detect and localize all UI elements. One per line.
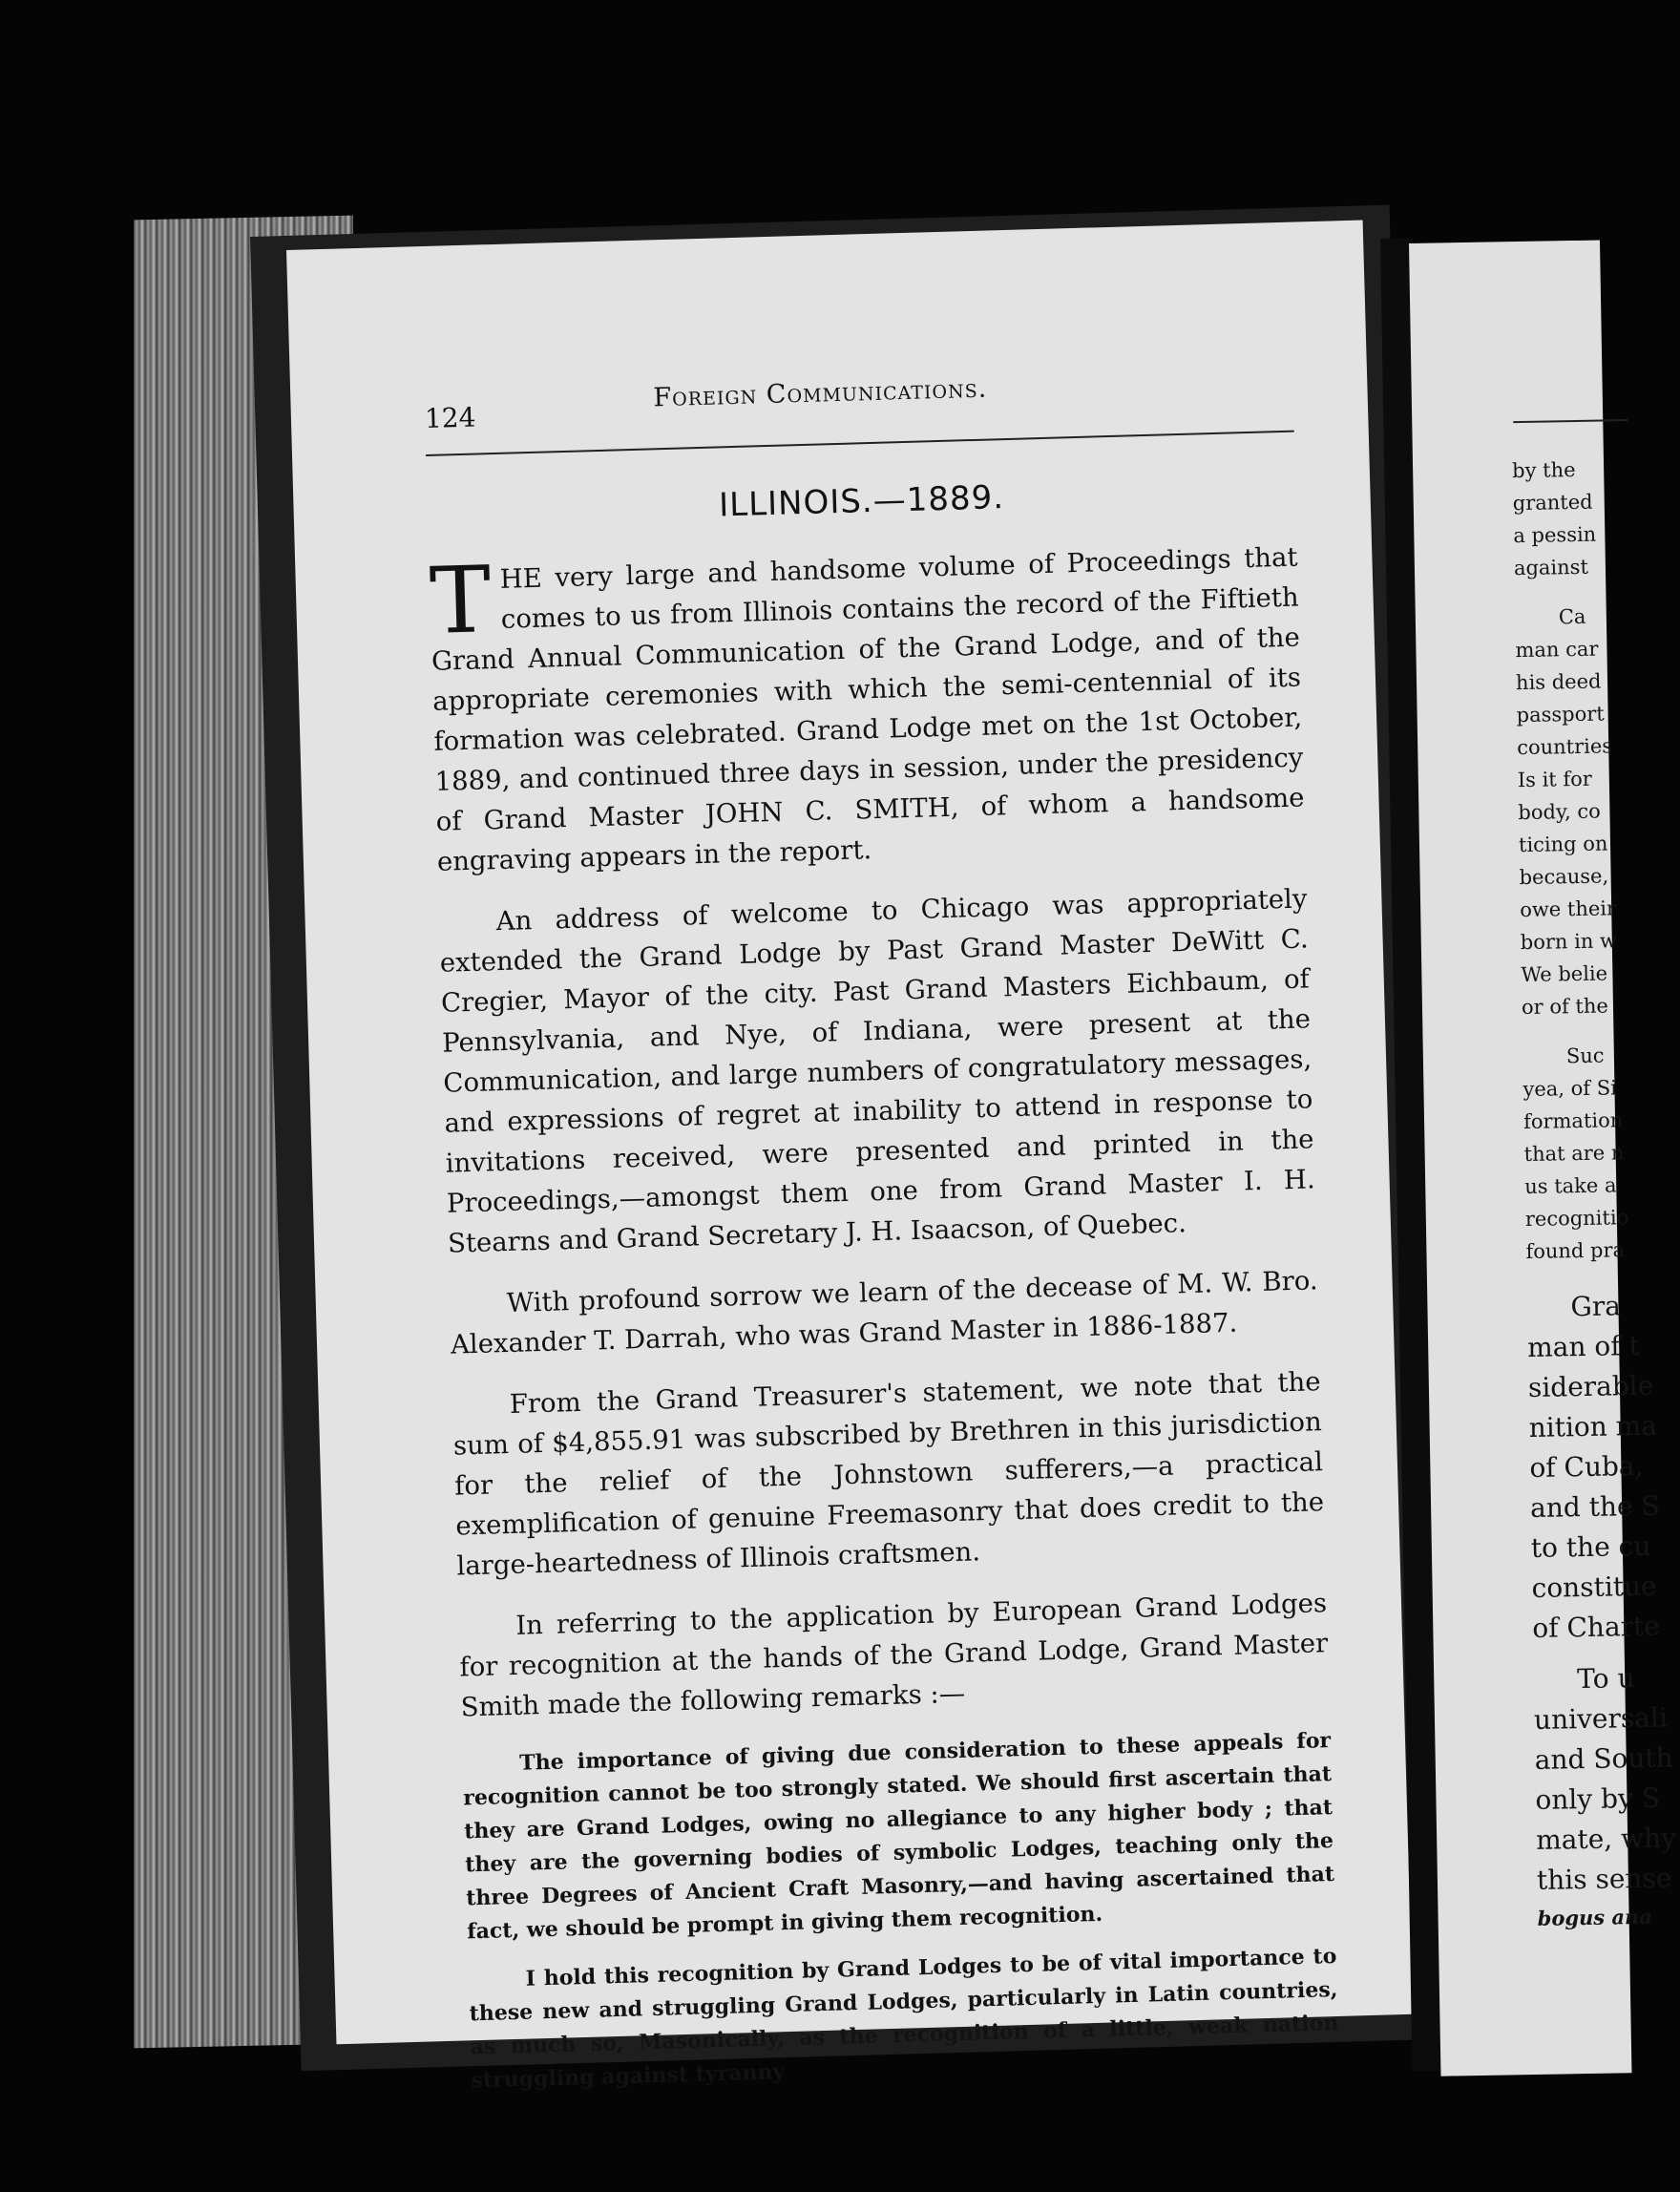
facing-page-line: found pra bbox=[1525, 1238, 1626, 1264]
facing-page-line: We belie bbox=[1521, 961, 1608, 987]
facing-page-line: only by S bbox=[1535, 1781, 1661, 1816]
facing-page-line: a pessin bbox=[1513, 522, 1597, 548]
paragraph-3: With profound sorrow we learn of the decease of M. W. Bro. Alexander T. Darrah, who was Grand Master in 1886-1887. bbox=[450, 1265, 1319, 1360]
facing-page-line: yea, of Si bbox=[1522, 1076, 1618, 1102]
facing-page-line: and South bbox=[1534, 1741, 1673, 1776]
facing-page-line: recognitio bbox=[1524, 1206, 1629, 1232]
quote-2: I hold this recognition by Grand Lodges to be of vital importance to these new and struggling Grand Lodges, particularly in Latin countries, as much so, Masonically, as the recognition of a little, weak nation struggling against tyranny bbox=[469, 1943, 1339, 2094]
paragraph-2: An address of welcome to Chicago was appropriately extended the Grand Lodge by Past Grand Master DeWitt C. Cregier, Mayor of the city. Past Grand Masters Eichbaum, of Pennsylvania, and Nye, of Indiana, were present at the Communication, and large numbers of congratulatory messages, and expressions of regret at inability to attend in response to invitations received, were presented and printed in the Proceedings,—amongst them one from Grand Master I. H. Stearns and Grand Secretary J. H. Isaacson, of Quebec. bbox=[439, 883, 1316, 1259]
facing-page-line: by the bbox=[1511, 457, 1576, 483]
facing-page-line: passport bbox=[1516, 702, 1605, 727]
facing-page-line: this sense bbox=[1536, 1862, 1672, 1896]
facing-page-line: formation bbox=[1522, 1108, 1624, 1134]
facing-page-line: his deed bbox=[1515, 669, 1602, 695]
facing-page-line: or of the bbox=[1521, 994, 1609, 1020]
facing-page-line: body, co bbox=[1518, 799, 1601, 825]
facing-page-line: of Charte bbox=[1532, 1610, 1661, 1644]
facing-page-line: universali bbox=[1533, 1701, 1669, 1736]
facing-page-fragment bbox=[1409, 241, 1677, 2076]
facing-page-line: To u bbox=[1576, 1662, 1635, 1696]
facing-page-line: mate, why bbox=[1535, 1822, 1677, 1856]
facing-page-line: and the S bbox=[1529, 1489, 1660, 1524]
paragraph-1: THE very large and handsome volume of Proceedings that comes to us from Illinois contains the record of the Fiftieth Grand Annual Communication of the Grand Lodge, and of the appropriate ceremonies with which the semi-centennial of its formation was celebrated. Grand Lodge met on the 1st October, 1889, and continued three days in session, under the presidency of Grand Master JOHN C. SMITH, of whom a handsome engraving appears in the report. bbox=[428, 541, 1305, 877]
facing-page-line: Ca bbox=[1558, 604, 1586, 629]
facing-page-line: granted bbox=[1512, 490, 1593, 516]
quote-1: The importance of giving due consideration to these appeals for recognition cannot be too strongly stated. We should first ascertain that they are Grand Lodges, owing no allegiance to any higher body ; that they are the governing bodies of symbolic Lodges, teaching only the three Degrees of Ancient Craft Masonry,—and having ascertained that fact, we should be prompt in giving them recognition. bbox=[462, 1728, 1335, 1945]
facing-page-line: born in w bbox=[1520, 929, 1618, 955]
facing-page-line: man of t bbox=[1526, 1329, 1641, 1364]
facing-page-line: to the cu bbox=[1530, 1529, 1651, 1564]
facing-page-line: of Cuba, bbox=[1529, 1449, 1644, 1484]
facing-page-line: because, bbox=[1519, 864, 1609, 890]
paragraph-5: In referring to the application by European Grand Lodges for recognition at the hands of the Grand Lodge, Grand Master Smith made the following remarks :— bbox=[459, 1588, 1329, 1723]
left-page bbox=[286, 221, 1413, 2094]
facing-page-line: countries bbox=[1517, 734, 1613, 760]
facing-page-line: us take a bbox=[1524, 1173, 1617, 1199]
page-number: 124 bbox=[424, 401, 476, 435]
facing-page-line: Is it for bbox=[1517, 767, 1593, 792]
facing-page-line: owe their bbox=[1519, 896, 1617, 922]
facing-page-line: man car bbox=[1515, 637, 1599, 663]
facing-page-line: siderable bbox=[1527, 1369, 1654, 1403]
facing-page-line: Suc bbox=[1565, 1043, 1605, 1068]
facing-page-last-line: bogus ana bbox=[1537, 1904, 1653, 1930]
section-title: ILLINOIS.—1889. bbox=[718, 478, 1005, 525]
facing-page-line: nition ma bbox=[1528, 1409, 1658, 1444]
page-content bbox=[424, 366, 1340, 2114]
paragraph-4: From the Grand Treasurer's statement, we note that the sum of $4,855.91 was subscribed by Brethren in this jurisdiction for the relief of the Johnstown sufferers,—a practical exemplification of genuine Freemasonry that does credit to the large-heartedness of Illinois craftsmen. bbox=[452, 1366, 1325, 1582]
drop-cap: T bbox=[428, 546, 493, 655]
facing-page-line: against bbox=[1513, 555, 1589, 580]
running-head: Foreign Communications. bbox=[653, 373, 988, 413]
facing-page-line: constitue bbox=[1531, 1570, 1657, 1604]
facing-page-line: Gra bbox=[1570, 1290, 1622, 1323]
facing-page-line: ticing on bbox=[1518, 832, 1608, 857]
facing-page-rule bbox=[1513, 419, 1628, 423]
facing-page-line: that are n bbox=[1523, 1141, 1625, 1167]
